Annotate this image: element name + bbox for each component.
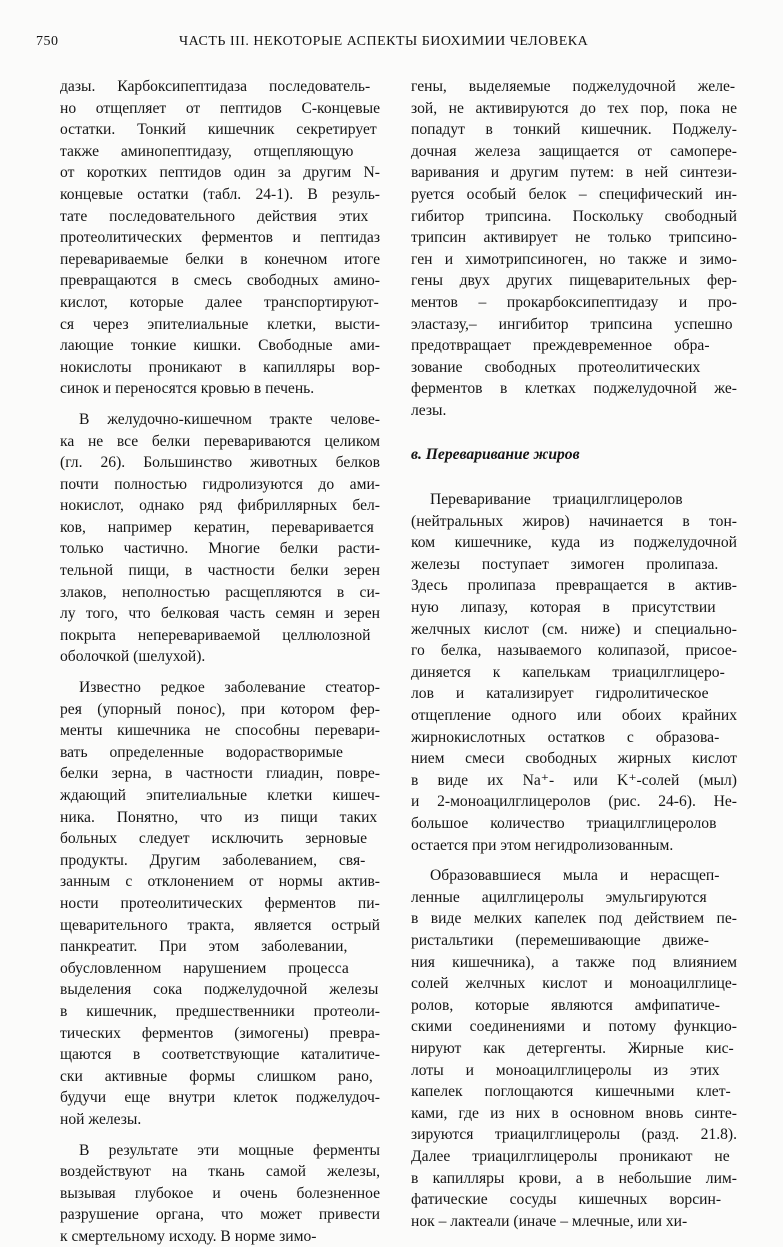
text-line: лающие тонкие кишки. Свободные ами- bbox=[60, 335, 380, 357]
paragraph bbox=[411, 76, 737, 422]
text-line: дочная железа защищается от самопере- bbox=[411, 141, 737, 163]
text-line: отщепление одного или обоих крайних bbox=[411, 705, 737, 727]
right-column bbox=[411, 76, 737, 1232]
text-line: ков, например кератин, переваривается bbox=[60, 517, 380, 539]
text-line: будучи еще внутри клеток поджелудоч- bbox=[60, 1087, 380, 1109]
text-line: к смертельному исходу. В норме зимо- bbox=[60, 1226, 380, 1247]
text-line: щеварительного тракта, является острый bbox=[60, 915, 380, 937]
text-line: дазы. Карбоксипептидаза последователь- bbox=[60, 76, 380, 98]
text-line: белки зерна, в частности глиадин, повре- bbox=[60, 763, 380, 785]
text-line: скими соединениями и потому функцио- bbox=[411, 1016, 737, 1038]
text-line: ной железы. bbox=[60, 1109, 380, 1131]
running-head: ЧАСТЬ III. НЕКОТОРЫЕ АСПЕКТЫ БИОХИМИИ ЧЕЛОВЕКА bbox=[179, 34, 588, 50]
text-line: ную липазу, которая в присутствии bbox=[411, 597, 737, 619]
text-line: Образовавшиеся мыла и нерасщеп- bbox=[411, 865, 737, 887]
text-line: фатические сосуды кишечных ворсин- bbox=[411, 1189, 737, 1211]
text-line: предотвращает преждевременное обра- bbox=[411, 335, 737, 357]
text-line: руется особый белок – специфический ин- bbox=[411, 184, 737, 206]
text-line: покрыта неперевариваемой целлюлозной bbox=[60, 625, 380, 647]
paragraph bbox=[60, 76, 380, 400]
text-line: ролов, которые являются амфипатиче- bbox=[411, 995, 737, 1017]
text-line: тических ферментов (зимогены) превра- bbox=[60, 1023, 380, 1045]
text-line: превращаются в смесь свободных амино- bbox=[60, 270, 380, 292]
paragraph bbox=[60, 677, 380, 1130]
text-line: в виде их Na⁺- или K⁺-солей (мыл) bbox=[411, 770, 737, 792]
text-line: (гл. 26). Большинство животных белков bbox=[60, 452, 380, 474]
text-line: солей желчных кислот и моноацилглице- bbox=[411, 973, 737, 995]
text-line: (нейтральных жиров) начинается в тон- bbox=[411, 511, 737, 533]
text-line: ристальтики (перемешивающие движе- bbox=[411, 930, 737, 952]
text-line: попадут в тонкий кишечник. Поджелу- bbox=[411, 119, 737, 141]
text-line: рея (упорный понос), при котором фер- bbox=[60, 699, 380, 721]
text-line: Здесь пролипаза превращается в актив- bbox=[411, 575, 737, 597]
text-line: концевые остатки (табл. 24-1). В резуль- bbox=[60, 184, 380, 206]
text-line: также аминопептидазу, отщепляющую bbox=[60, 141, 380, 163]
text-line: эластазу,– ингибитор трипсина успешно bbox=[411, 314, 737, 336]
text-line: нием смеси свободных жирных кислот bbox=[411, 748, 737, 770]
text-line: гены двух других пищеварительных фер- bbox=[411, 270, 737, 292]
text-line: перевариваемые белки в конечном итоге bbox=[60, 249, 380, 271]
paragraph bbox=[411, 865, 737, 1232]
text-line: продукты. Другим заболеванием, свя- bbox=[60, 850, 380, 872]
text-line: гибитор трипсина. Поскольку свободный bbox=[411, 206, 737, 228]
text-line: разрушение органа, что может привести bbox=[60, 1204, 380, 1226]
text-line: оболочкой (шелухой). bbox=[60, 646, 380, 668]
text-line: варивания и другим путем: в ней синтези- bbox=[411, 162, 737, 184]
text-line: ника. Понятно, что из пищи таких bbox=[60, 807, 380, 829]
section-title: в. Переваривание жиров bbox=[411, 444, 737, 466]
text-line: ком кишечнике, куда из поджелудочной bbox=[411, 532, 737, 554]
text-line: злаков, неполностью расщепляются в си- bbox=[60, 582, 380, 604]
text-line: В результате эти мощные ферменты bbox=[60, 1140, 380, 1162]
text-line: капелек поглощаются кишечными клет- bbox=[411, 1081, 737, 1103]
text-line: нок – лактеали (иначе – млечные, или хи- bbox=[411, 1211, 737, 1233]
text-line: протеолитических ферментов и пептидаз bbox=[60, 227, 380, 249]
text-line: менты кишечника не способны перевари- bbox=[60, 720, 380, 742]
text-line: Далее триацилглицеролы проникают не bbox=[411, 1146, 737, 1168]
text-line: ленные ацилглицеролы эмульгируются bbox=[411, 887, 737, 909]
page-number: 750 bbox=[36, 34, 59, 50]
text-line: лезы. bbox=[411, 400, 737, 422]
text-line: трипсин активирует не только трипсино- bbox=[411, 227, 737, 249]
text-line: ферментов в клетках поджелудочной же- bbox=[411, 378, 737, 400]
text-line: ния кишечника), а также под влиянием bbox=[411, 952, 737, 974]
text-line: вать определенные водорастворимые bbox=[60, 742, 380, 764]
text-line: нируют как детергенты. Жирные кис- bbox=[411, 1038, 737, 1060]
text-line: занным с отклонением от нормы актив- bbox=[60, 871, 380, 893]
text-line: ности протеолитических ферментов пи- bbox=[60, 893, 380, 915]
text-line: выделения сока поджелудочной железы bbox=[60, 979, 380, 1001]
text-line: ся через эпителиальные клетки, высти- bbox=[60, 314, 380, 336]
left-column bbox=[60, 76, 380, 1247]
text-line: панкреатит. При этом заболевании, bbox=[60, 936, 380, 958]
text-line: в капилляры крови, а в небольшие лим- bbox=[411, 1168, 737, 1190]
paragraph bbox=[411, 489, 737, 856]
text-line: воздействуют на ткань самой железы, bbox=[60, 1161, 380, 1183]
text-line: почти полностью гидролизуются до ами- bbox=[60, 474, 380, 496]
text-line: зируются триацилглицеролы (разд. 21.8). bbox=[411, 1124, 737, 1146]
text-line: ски активные формы слишком рано, bbox=[60, 1066, 380, 1088]
text-line: зование свободных протеолитических bbox=[411, 357, 737, 379]
text-line: и 2-моноацилглицеролов (рис. 24-6). Не- bbox=[411, 791, 737, 813]
text-line: го белка, называемого колипазой, присое- bbox=[411, 640, 737, 662]
paragraph bbox=[60, 1140, 380, 1247]
text-line: ментов – прокарбоксипептидазу и про- bbox=[411, 292, 737, 314]
text-line: больных следует исключить зерновые bbox=[60, 828, 380, 850]
text-line: только частично. Многие белки расти- bbox=[60, 538, 380, 560]
text-line: вызывая глубокое и очень болезненное bbox=[60, 1183, 380, 1205]
text-line: в виде мелких капелек под действием пе- bbox=[411, 908, 737, 930]
text-line: железы поступает зимоген пролипаза. bbox=[411, 554, 737, 576]
text-line: лоты и моноацилглицеролы из этих bbox=[411, 1060, 737, 1082]
text-line: остается при этом негидролизованным. bbox=[411, 835, 737, 857]
text-line: желчных кислот (см. ниже) и специально- bbox=[411, 619, 737, 641]
text-line: зой, не активируются до тех пор, пока не bbox=[411, 98, 737, 120]
text-line: диняется к капелькам триацилглицеро- bbox=[411, 662, 737, 684]
text-line: остатки. Тонкий кишечник секретирует bbox=[60, 119, 380, 141]
text-line: Известно редкое заболевание стеатор- bbox=[60, 677, 380, 699]
text-line: тельной пищи, в частности белки зерен bbox=[60, 560, 380, 582]
text-line: ген и химотрипсиноген, но также и зимо- bbox=[411, 249, 737, 271]
text-line: синок и переносятся кровью в печень. bbox=[60, 378, 380, 400]
paragraph bbox=[60, 409, 380, 668]
text-line: Переваривание триацилглицеролов bbox=[411, 489, 737, 511]
text-line: лов и катализирует гидролитическое bbox=[411, 683, 737, 705]
text-line: от коротких пептидов один за другим N- bbox=[60, 162, 380, 184]
text-line: ждающий эпителиальные клетки кишеч- bbox=[60, 785, 380, 807]
text-line: кислот, которые далее транспортируют- bbox=[60, 292, 380, 314]
text-line: гены, выделяемые поджелудочной желе- bbox=[411, 76, 737, 98]
text-line: тате последовательного действия этих bbox=[60, 206, 380, 228]
text-line: нокислоты проникают в капилляры вор- bbox=[60, 357, 380, 379]
text-line: ками, где из них в основном вновь синте- bbox=[411, 1103, 737, 1125]
text-line: В желудочно-кишечном тракте челове- bbox=[60, 409, 380, 431]
text-line: щаются в соответствующие каталитиче- bbox=[60, 1044, 380, 1066]
text-line: обусловленном нарушением процесса bbox=[60, 958, 380, 980]
text-line: нокислот, однако ряд фибриллярных бел- bbox=[60, 495, 380, 517]
text-line: жирнокислотных остатков с образова- bbox=[411, 727, 737, 749]
text-line: в кишечник, предшественники протеоли- bbox=[60, 1001, 380, 1023]
text-line: но отщепляет от пептидов С-концевые bbox=[60, 98, 380, 120]
text-line: ка не все белки перевариваются целиком bbox=[60, 431, 380, 453]
text-line: лу того, что белковая часть семян и зерен bbox=[60, 603, 380, 625]
text-line: большое количество триацилглицеролов bbox=[411, 813, 737, 835]
